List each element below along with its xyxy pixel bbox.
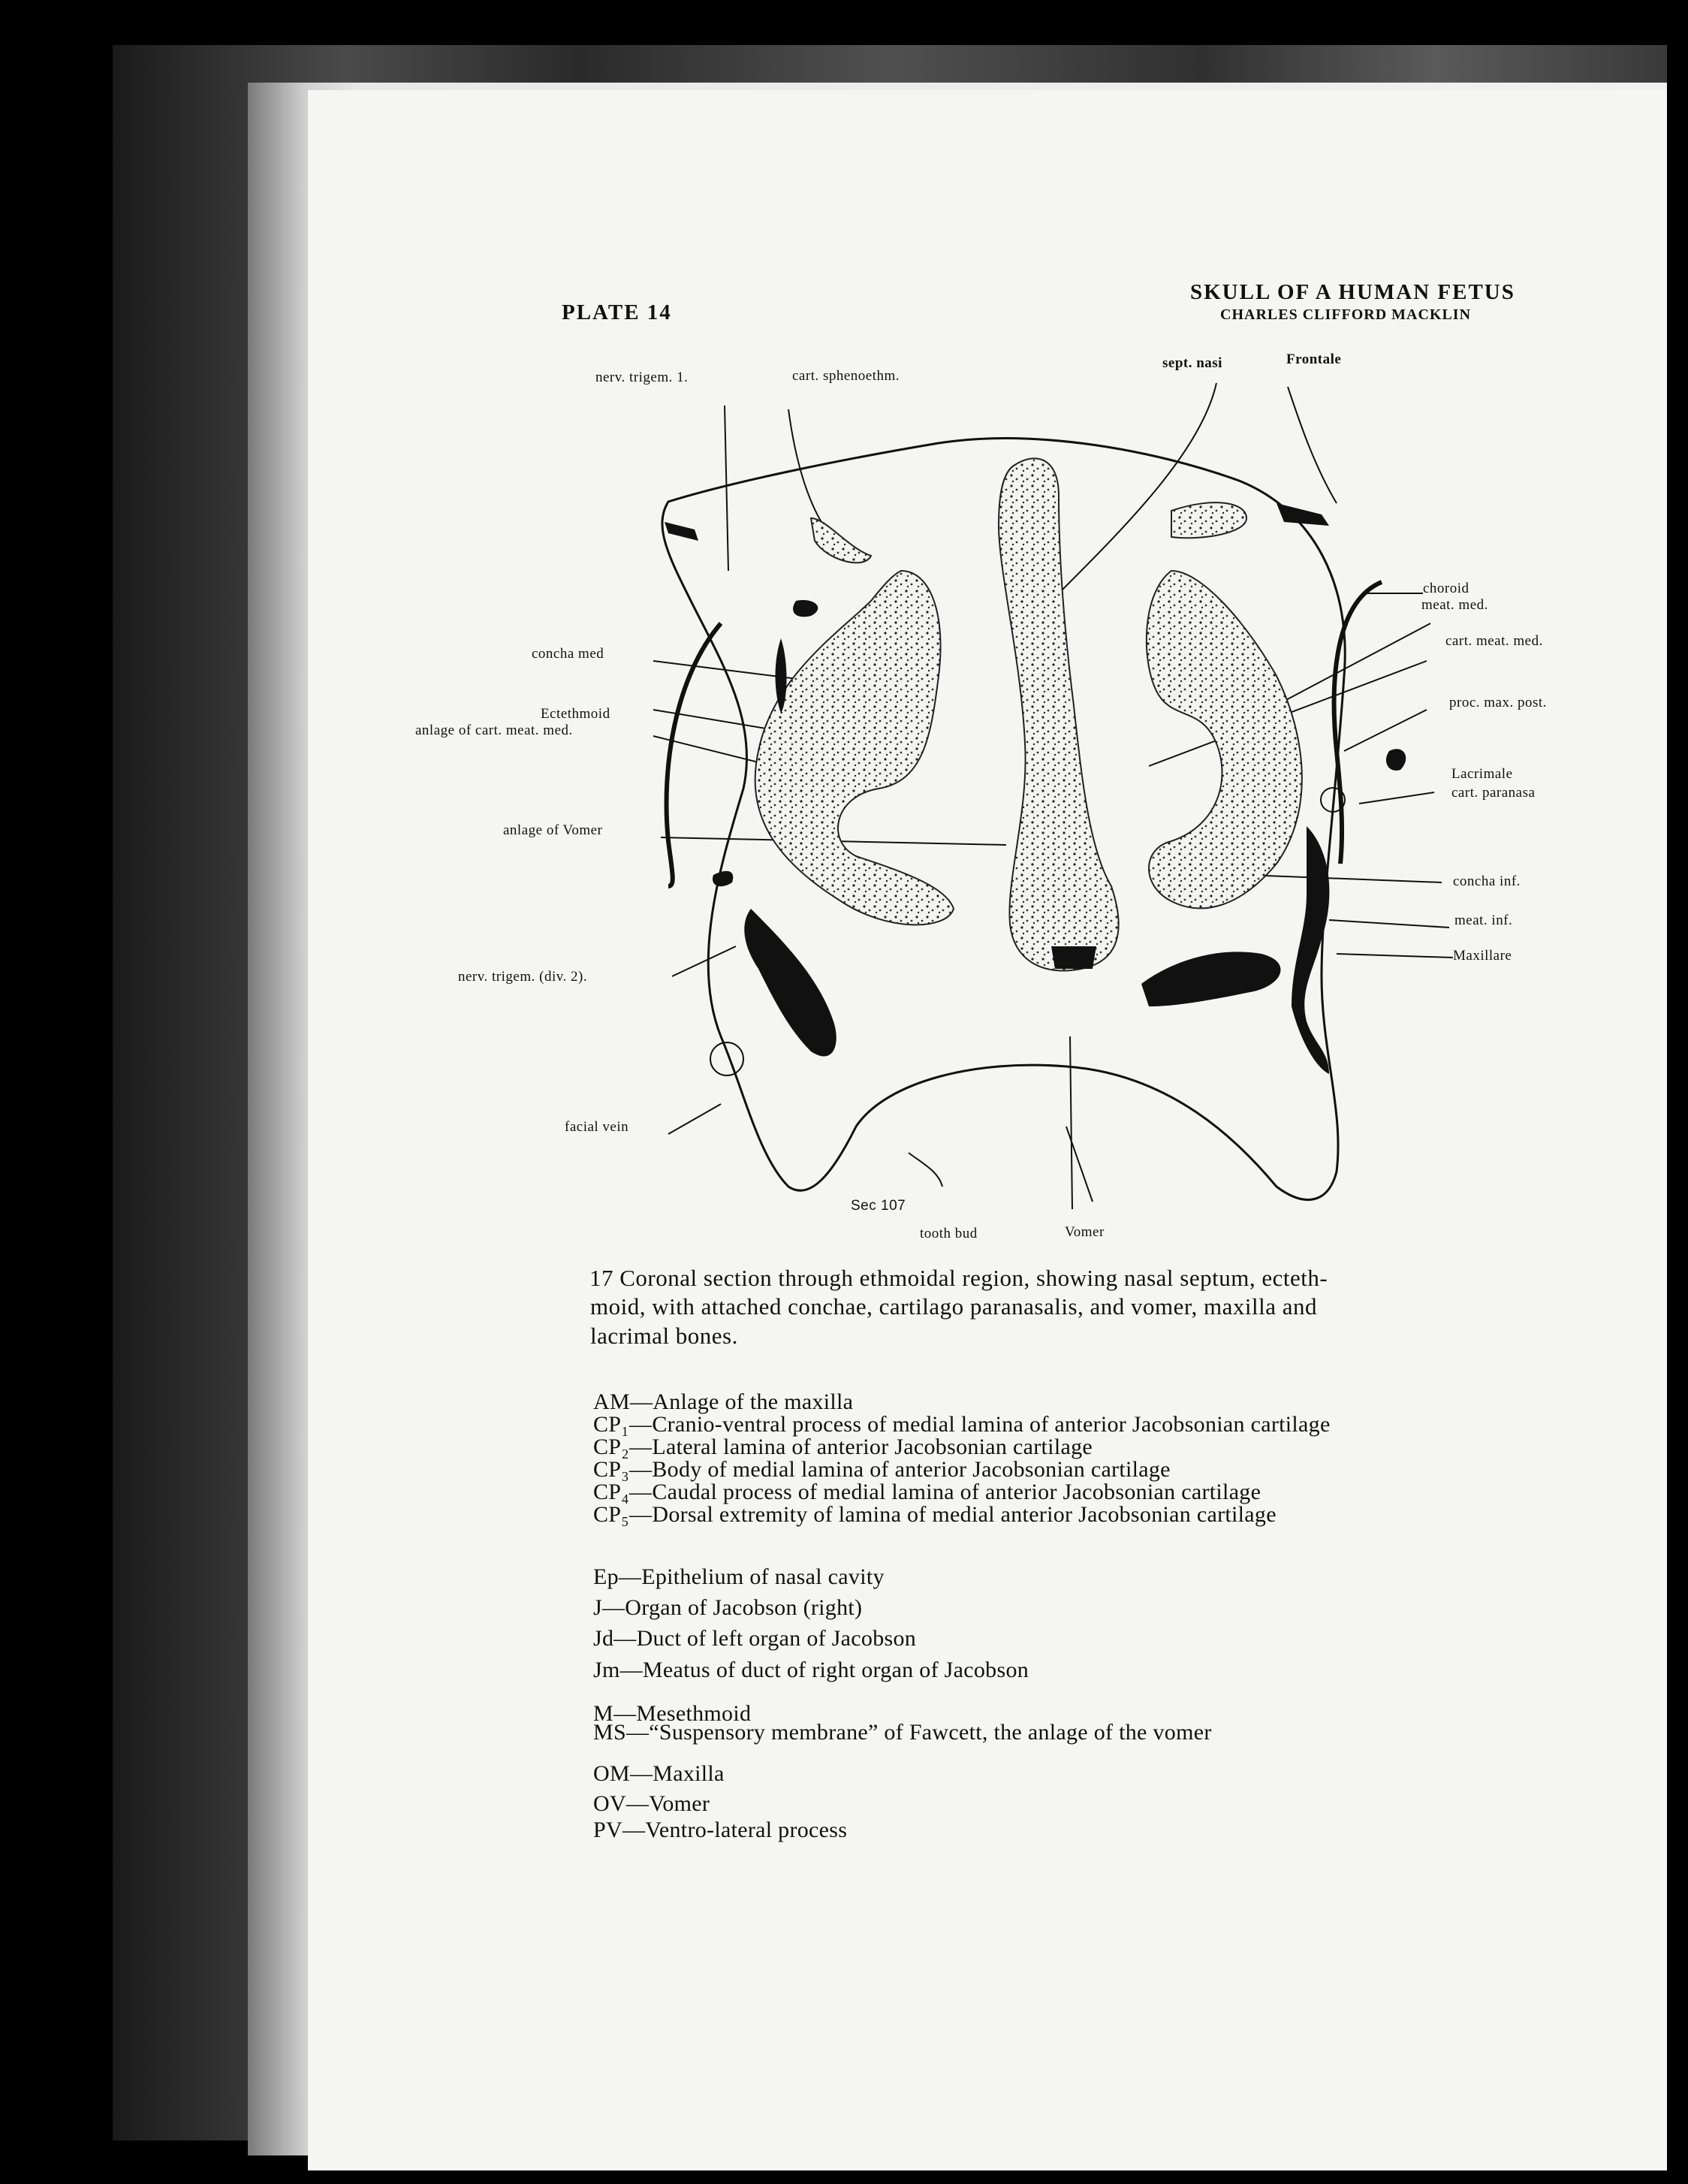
label-facial-vein: facial vein xyxy=(565,1119,629,1135)
legend-item: OV—Vomer xyxy=(593,1791,710,1816)
label-concha-inf: concha inf. xyxy=(1453,873,1521,889)
label-anlage-cart-meat-med: anlage of cart. meat. med. xyxy=(415,722,573,738)
legend-item: PV—Ventro-lateral process xyxy=(593,1817,848,1842)
label-nerv-trigem-1: nerv. trigem. 1. xyxy=(595,370,689,385)
legend-item: Ep—Epithelium of nasal cavity xyxy=(593,1564,885,1589)
plate-title: SKULL OF A HUMAN FETUS xyxy=(1190,280,1515,304)
label-ectethmoid: Ectethmoid xyxy=(541,706,610,722)
label-concha-med: concha med xyxy=(532,646,604,662)
legend-item: CP₁—Cranio-ventral process of medial lamina of anterior Jacobsonian cartilage xyxy=(593,1412,1331,1437)
caption-line-3: lacrimal bones. xyxy=(590,1323,738,1349)
label-lacrimale: Lacrimale xyxy=(1451,766,1513,782)
label-vomer: Vomer xyxy=(1065,1224,1105,1240)
legend-item: Jd—Duct of left organ of Jacobson xyxy=(593,1626,917,1651)
label-tooth-bud: tooth bud xyxy=(920,1226,978,1241)
label-meat-med: meat. med. xyxy=(1421,597,1488,613)
label-frontale: Frontale xyxy=(1286,351,1342,367)
label-nerv-trigem-div2: nerv. trigem. (div. 2). xyxy=(458,969,588,985)
label-choroid: choroid xyxy=(1423,581,1469,596)
legend-item: M—Mesethmoid xyxy=(593,1701,752,1726)
legend-item: CP₃—Body of medial lamina of anterior Jacobsonian cartilage xyxy=(593,1457,1171,1482)
plate-number: PLATE 14 xyxy=(562,300,672,324)
legend-item: Jm—Meatus of duct of right organ of Jacobson xyxy=(593,1658,1029,1682)
caption-line-2: moid, with attached conchae, cartilago paranasalis, and vomer, maxilla and xyxy=(590,1293,1317,1320)
label-cart-sphenoethm: cart. sphenoethm. xyxy=(792,368,900,384)
label-section-number: Sec 107 xyxy=(851,1198,906,1214)
label-sept-nasi: sept. nasi xyxy=(1162,355,1222,371)
legend-item: AM—Anlage of the maxilla xyxy=(593,1389,854,1414)
label-cart-paranasa: cart. paranasa xyxy=(1451,785,1536,801)
legend-item: CP₄—Caudal process of medial lamina of anterior Jacobsonian cartilage xyxy=(593,1480,1261,1504)
legend-item: MS—“Suspensory membrane” of Fawcett, the anlage of the vomer xyxy=(593,1720,1212,1745)
label-cart-meat-med-right: cart. meat. med. xyxy=(1445,633,1543,649)
legend-item: OM—Maxilla xyxy=(593,1761,725,1786)
label-anlage-vomer: anlage of Vomer xyxy=(503,822,603,838)
label-maxillare: Maxillare xyxy=(1453,948,1512,964)
label-meat-inf: meat. inf. xyxy=(1454,913,1513,928)
plate-author: CHARLES CLIFFORD MACKLIN xyxy=(1220,306,1472,323)
legend-item: CP₅—Dorsal extremity of lamina of medial anterior Jacobsonian cartilage xyxy=(593,1502,1277,1527)
legend-item: J—Organ of Jacobson (right) xyxy=(593,1595,863,1620)
label-proc-max-post: proc. max. post. xyxy=(1449,695,1547,710)
legend-item: CP₂—Lateral lamina of anterior Jacobsonian cartilage xyxy=(593,1434,1093,1459)
caption-line-1: 17 Coronal section through ethmoidal region, showing nasal septum, ecteth- xyxy=(589,1265,1328,1291)
